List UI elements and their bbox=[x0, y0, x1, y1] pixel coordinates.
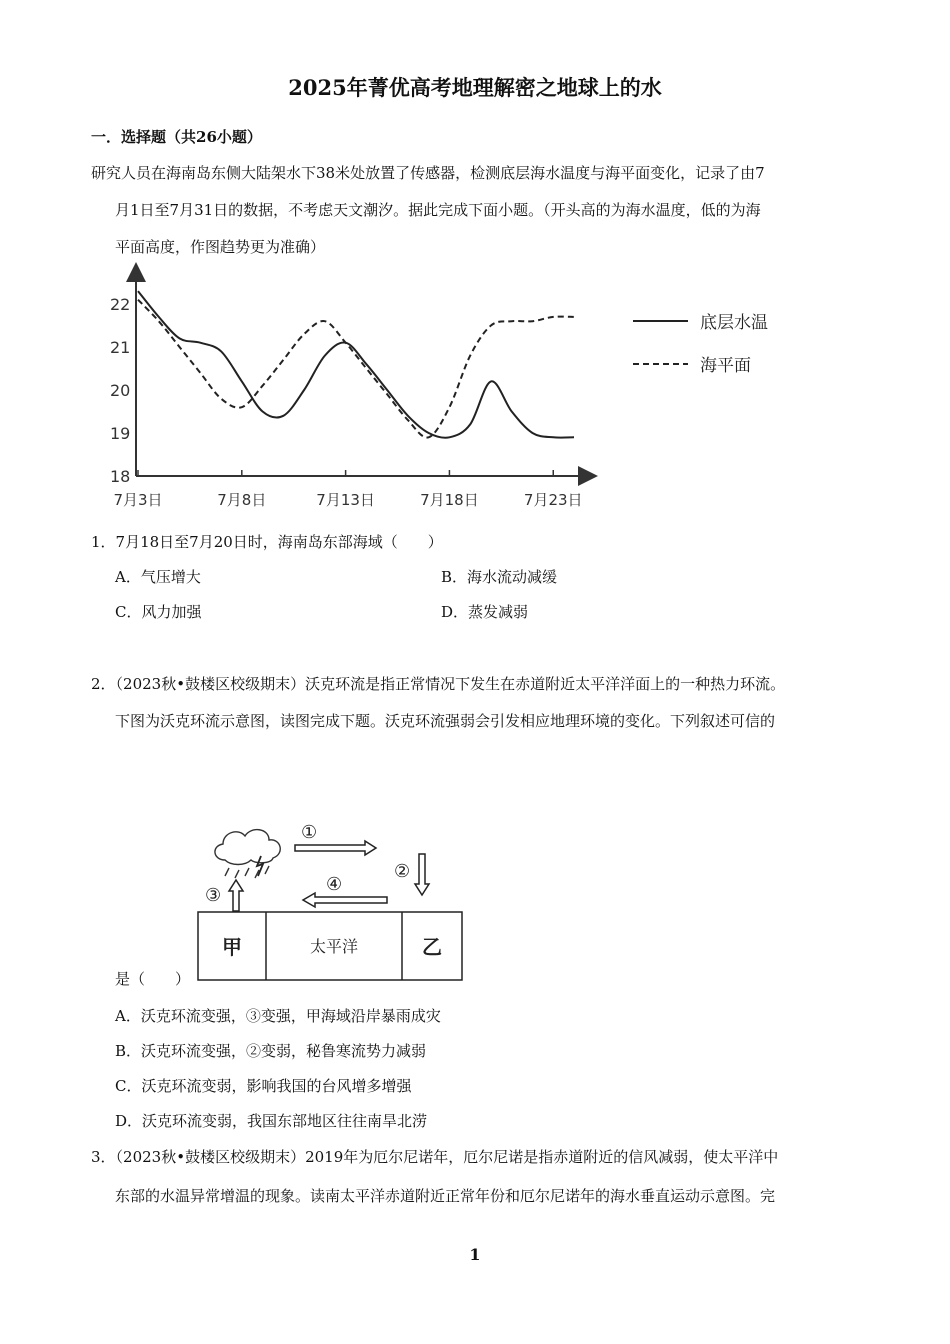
intro-line-3: 平面高度，作图趋势更为准确） bbox=[115, 238, 326, 256]
y-tick-label: 21 bbox=[110, 338, 131, 357]
x-tick-label: 7月18日 bbox=[420, 491, 479, 509]
q1-stem: 1．7月18日至7月20日时，海南岛东部海域（ ） bbox=[91, 533, 443, 551]
q3-stem-1: 3．（2023秋•鼓楼区校级期末）2019年为厄尔尼诺年，厄尔尼诺是指赤道附近的信风减弱，使太平洋中 bbox=[91, 1148, 779, 1166]
q2-option-b[interactable]: B．沃克环流变强，②变弱，秘鲁寒流势力减弱 bbox=[115, 1042, 427, 1060]
cloud-rain-icon bbox=[215, 830, 280, 878]
y-tick-label: 19 bbox=[110, 424, 131, 443]
q2-stem-3: 是（ ） bbox=[115, 970, 191, 988]
intro-line-2: 月1日至7月31日的数据，不考虑天文潮汐。据此完成下面小题。（开头高的为海水温度，低的为海 bbox=[115, 201, 761, 219]
y-tick-label: 18 bbox=[110, 467, 131, 486]
x-tick-label: 7月8日 bbox=[217, 491, 267, 509]
y-tick-label: 22 bbox=[110, 295, 131, 314]
series-line-bottom-water-temp bbox=[138, 291, 574, 438]
arrow-label-4: ④ bbox=[326, 874, 343, 895]
q2-stem-1: 2．（2023秋•鼓楼区校级期末）沃克环流是指正常情况下发生在赤道附近太平洋洋面上的一种热力环流。 bbox=[91, 675, 786, 693]
box-yi: 乙 bbox=[422, 935, 442, 959]
q2-option-a[interactable]: A．沃克环流变强，③变强，甲海域沿岸暴雨成灾 bbox=[115, 1007, 441, 1025]
x-tick-label: 7月13日 bbox=[316, 491, 375, 509]
section-heading: 一．选择题（共26小题） bbox=[91, 128, 262, 146]
q2-option-d[interactable]: D．沃克环流变弱，我国东部地区往往南旱北涝 bbox=[115, 1112, 428, 1130]
chart-legend bbox=[633, 313, 768, 376]
arrow-2-icon bbox=[415, 854, 429, 895]
arrow-3-icon bbox=[229, 880, 243, 911]
series-line-sea-level bbox=[138, 300, 574, 438]
q2-stem-2: 下图为沃克环流示意图，读图完成下题。沃克环流强弱会引发相应地理环境的变化。下列叙述可信的 bbox=[115, 712, 776, 730]
walker-circulation-diagram bbox=[195, 818, 467, 984]
x-tick-label: 7月3日 bbox=[113, 491, 163, 509]
arrow-4-icon bbox=[303, 893, 387, 907]
q1-option-c[interactable]: C．风力加强 bbox=[115, 603, 202, 621]
legend-label-0: 底层水温 bbox=[700, 313, 768, 333]
arrow-label-1: ① bbox=[301, 822, 318, 843]
q1-option-d[interactable]: D．蒸发减弱 bbox=[441, 603, 529, 621]
q1-option-a[interactable]: A．气压增大 bbox=[115, 568, 201, 586]
page-title: 2025年菁优高考地理解密之地球上的水 bbox=[288, 75, 662, 100]
arrow-label-2: ② bbox=[394, 861, 411, 882]
arrow-label-3: ③ bbox=[205, 885, 222, 906]
page-number: 1 bbox=[469, 1245, 481, 1264]
intro-line-1: 研究人员在海南岛东侧大陆架水下38米处放置了传感器，检测底层海水温度与海平面变化，记录了由7 bbox=[91, 164, 765, 182]
arrow-1-icon bbox=[295, 841, 376, 855]
q1-option-b[interactable]: B．海水流动减缓 bbox=[441, 568, 558, 586]
box-pacific: 太平洋 bbox=[309, 937, 359, 956]
box-jia: 甲 bbox=[222, 935, 242, 959]
x-tick-label: 7月23日 bbox=[523, 491, 583, 509]
temperature-sea-level-chart bbox=[100, 262, 800, 524]
legend-label-1: 海平面 bbox=[700, 356, 751, 376]
q2-option-c[interactable]: C．沃克环流变弱，影响我国的台风增多增强 bbox=[115, 1077, 412, 1095]
y-tick-label: 20 bbox=[110, 381, 131, 400]
q3-stem-2: 东部的水温异常增温的现象。读南太平洋赤道附近正常年份和厄尔尼诺年的海水垂直运动示意图。完 bbox=[115, 1187, 776, 1205]
